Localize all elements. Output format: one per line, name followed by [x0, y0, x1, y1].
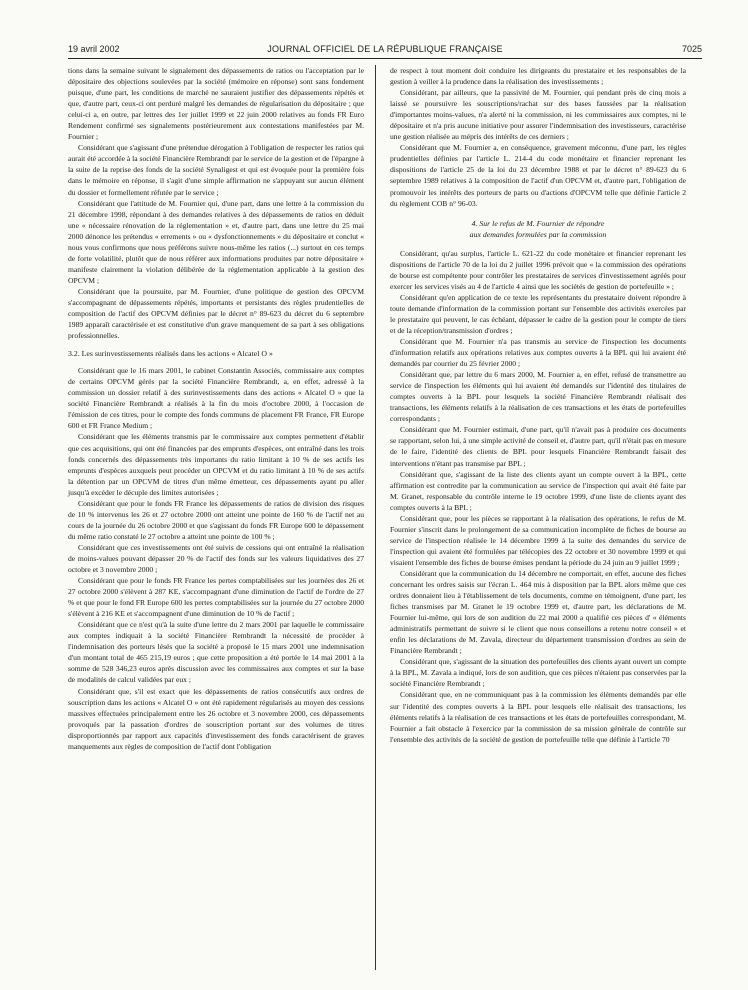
paragraph: Considérant que le 16 mars 2001, le cabinet Constantin Associés, commissaire aux comptes de certains OPCVM gérés par la société Financière Rembrandt, a, en effet, adressé à la commission un dossier relatif à des surinvestissements dans des actions « Alcatel O » que la société Financière Rembrandt a réalisés à la fin du mois d'octobre 2000, à l'occasion de l'émission de ces titres, pour le compte des fonds communs de placement FR France, FR Europe 600 et FR France Medium ; — [68, 366, 364, 431]
paragraph: Considérant que pour le fonds FR France les pertes comptabilisées sur les journées des 26 et 27 octobre 2000 s'élèvent à 287 KE, s'accompagnant d'une diminution de l'actif de l'ordre de 27 % et que pour le fond FR Europe 600 les pertes comptabilisées sur la journée du 27 octobre 2000 s'élèvent à 216 KE et s'accompagnent d'une diminution de 10 % de l'actif ; — [68, 576, 364, 619]
paragraph: Considérant que, s'agissant de la liste des clients ayant un compte ouvert à la BPL, cette affirmation est contredite par la communication au service de l'inspection qui avait été faite par M. Granet, responsable du contrôle interne le 19 octobre 1999, d'une liste de clients ayant des comptes ouverts à la BPL ; — [390, 469, 686, 512]
paragraph: tions dans la semaine suivant le signalement des dépassements de ratios ou l'acceptation par le dépositaire des objections soulevées par la société (mémoire en réponse) sont sans fondement puisque, d'une part, les conditions de marché ne sauraient justifier des dépassements répétés et que, d'autre part, ceux-ci ont perduré malgré les demandes de régularisation du dépositaire ; que celui-ci a, en outre, par lettres des 1er juillet 1999 et 22 juin 2000 relatives au fonds FR Euro Rendement confirmé ses signalements postérieurement aux contestations manifestées par M. Fournier ; — [68, 66, 364, 142]
section-heading — [390, 218, 686, 240]
section-heading-line: 4. Sur le refus de M. Fournier de répondre — [471, 218, 605, 228]
header-title: JOURNAL OFFICIEL DE LA RÉPUBLIQUE FRANÇAISE — [267, 44, 503, 54]
paragraph: de respect à tout moment doit conduire les dirigeants du prestataire et les responsables de la gestion à veiller à la prudence dans la réalisation des investissements ; — [390, 66, 686, 87]
section-heading-line: aux demandes formulées par la commission — [469, 229, 607, 239]
paragraph: Considérant que la poursuite, par M. Fournier, d'une politique de gestion des OPCVM s'accompagnant de dépassements répétés, importants et persistants des règles prudentielles de composition de l'actif des OPCVM définies par le décret n° 89-623 du décret du 6 septembre 1989 apparaît caractérisée et est constitutive d'un grave manquement de sa part à ses obligations professionnelles. — [68, 286, 364, 341]
paragraph: Considérant que, s'il est exact que les dépassements de ratios consécutifs aux ordres de souscription dans les actions « Alcatel O » ont été rapidement régularisés au moyen des cessions massives effectuées principalement entre les 26 octobre et 3 novembre 2000, ces dépassements provoqués par la passation d'ordres de souscription portant sur des volumes de titres disproportionnés par rapport aux capacités d'investissement des fonds caractérisent de graves manquements aux règles de composition de l'actif dont l'obligation — [68, 686, 364, 751]
paragraph: Considérant que M. Fournier n'a pas transmis au service de l'inspection les documents d'information relatifs aux opérations relatives aux comptes ouverts à la BPL qui lui avaient été demandés par courrier du 25 février 2000 ; — [390, 336, 686, 369]
paragraph: Considérant, qu'au surplus, l'article L. 621-22 du code monétaire et financier reprenant les dispositions de l'article 70 de la loi du 2 juillet 1996 prévoit que « la commission des opérations de bourse est compétente pour contrôler les prestataires de services d'investissement agréés pour exercer les services visés au 4 de l'article 4 ainsi que les sociétés de gestion de portefeuille » ; — [390, 248, 686, 291]
column-divider — [375, 65, 376, 970]
page-header — [68, 42, 702, 56]
paragraph: Considérant que, en ne communiquant pas à la commission les éléments demandés par elle sur l'identité des comptes ouverts à la BPL pour lesquels elle réalisait des transactions, les éléments relatifs à la réalisation de ces transactions et les états de portefeuilles correspondant, M. Fournier a fait obstacle à l'exercice par la commission de sa mission générale de contrôle sur l'ensemble des activités de la société de gestion de portefeuille telle que définie à l'article 70 — [390, 690, 686, 744]
left-column — [68, 65, 364, 752]
paragraph: Considérant que l'attitude de M. Fournier qui, d'une part, dans une lettre à la commission du 21 décembre 1998, répondant à des demandes relatives à des dépassements de ratios en déduit une « nécessaire rénovation de la réglementation » et, d'autre part, dans une lettre du 25 mai 2000 dénonce les prétendus « errements » ou « dysfonctionnements » du dépositaire et conclut « nous vous confirmons que nous préférons suivre nous-même les ratios (...) surtout en ces temps de forte volatilité, plutôt que de nous référer aux informations produites par notre dépositaire » manifeste clairement la violation délibérée de la réglementation applicable à la gestion des OPCVM ; — [68, 198, 364, 285]
paragraph: Considérant que, pour les pièces se rapportant à la réalisation des opérations, le refus de M. Fournier s'inscrit dans le prolongement de sa communication incomplète de fiches de bourse au service de l'inspection réalisée le 14 décembre 1999 à la suite des demandes du service de l'inspection qui avaient été formulées par télécopies des 22 octobre et 30 novembre 1999 et qui visaient l'ensemble des fiches de bourse émises pendant la période du 24 juin au 9 juillet 1999 ; — [390, 513, 686, 567]
header-page-number: 7025 — [681, 44, 702, 54]
paragraph: Considérant que, s'agissant de la situation des portefeuilles des clients ayant ouvert un compte à la BPL, M. Zavala a indiqué, lors de son audition, que ces pièces n'étaient pas conservées par la société Financière Rembrandt ; — [390, 657, 686, 689]
paragraph: Considérant que M. Fournier estimait, d'une part, qu'il n'avait pas à produire ces documents se rapportant, selon lui, à une simple activité de conseil et, d'autre part, qu'il n'était pas en mesure de le faire, l'identité des clients de BPL pour lesquels Financière Rembrandt faisait des interventions n'étant pas transmise par BPL ; — [390, 425, 686, 468]
paragraph: Considérant que pour le fonds FR France les dépassements de ratios de division des risques de 10 % intervenus les 26 et 27 octobre 2000 ont atteint une pointe de 160 % de l'actif net au cours de la journée du 26 octobre 2000 et que s'agissant du fonds FR Europe 600 le dépassement du même ratio constaté le 27 octobre a atteint une pointe de 100 % ; — [68, 498, 364, 541]
paragraph: Considérant qu'en application de ce texte les représentants du prestataire doivent répondre à toute demande d'information de la commission portant sur l'ensemble des activités exercées par le prestataire qui peuvent, le cas échéant, dépasser le cadre de la gestion pour le compte de tiers et de la réception/transmission d'ordres ; — [390, 292, 686, 335]
paragraph: Considérant que ce n'est qu'à la suite d'une lettre du 2 mars 2001 par laquelle le commissaire aux comptes indiquait à la société Financière Rembrandt la nécessité de procéder à l'indemnisation des porteurs lésés que la société a proposé le 15 mars 2001 une indemnisation d'un montant total de 465 215,19 euros ; que cette proposition a été portée le 14 mai 2001 à la somme de 528 346,23 euros après discussion avec les commissaires aux comptes et sur la base de modalités de calcul validées par eux ; — [68, 620, 364, 685]
paragraph: Considérant que ces investissements ont été suivis de cessions qui ont entraîné la réalisation de moins-values pouvant dépasser 20 % de l'actif des fonds sur les valeurs liquidatives des 27 octobre et 3 novembre 2000 ; — [68, 542, 364, 575]
paragraph: Considérant que, par lettre du 6 mars 2000, M. Fournier a, en effet, refusé de transmettre au service de l'inspection les éléments qui lui avaient été demandés sur l'identité des titulaires de comptes ouverts à la BPL pour lesquels la société Financière Rembrandt réalisait des transactions, les éléments relatifs à la réalisation de ces transactions et les états de portefeuilles correspondants ; — [390, 370, 686, 424]
section-heading: 3.2. Les surinvestissements réalisés dans les actions « Alcatel O » — [68, 349, 273, 359]
paragraph: Considérant que M. Fournier a, en conséquence, gravement méconnu, d'une part, les règles prudentielles définies par l'article L. 214-4 du code monétaire et financier reprenant les dispositions de l'article 25 de la loi du 23 décembre 1988 et par le décret n° 89-623 du 6 septembre 1989 relatives à la composition de l'actif d'un OPCVM et, d'autre part, l'obligation de promouvoir les intérêts des porteurs de parts ou d'actions d'OPCVM telle que définie l'article 2 du règlement COB n° 96-03. — [390, 143, 686, 208]
paragraph: Considérant que les éléments transmis par le commissaire aux comptes permettent d'établir que ces acquisitions, qui ont été financées par des emprunts d'espèces, ont entraîné dans les trois fonds concernés des dépassements très importants du ratio limitant à 10 % de ses actifs les emprunts d'espèces auxquels peut procéder un OPCVM et du ratio limitant à 10 % de ses actifs la détention par un OPCVM de titres d'un même émetteur, ces dépassements ayant pu aller jusqu'à excéder le décuple des limites autorisées ; — [68, 432, 364, 497]
paragraph: Considérant que la communication du 14 décembre ne comportait, en effet, aucune des fiches concernant les ordres saisis sur l'écran L. 464 mis à disposition par la BPL alors même que ces ordres donnaient lieu à l'établissement de tels documents, comme en témoignent, d'une part, les fiches transmises par M. Granet le 19 octobre 1999 et, d'autre part, les déclarations de M. Fournier lui-même, qui lors de son audition du 22 mai 2000 a qualifié ces pièces d' « éléments administratifs permettant de suivre si le client que nous conseillons a retenu notre conseil » et enfin les déclarations de M. Zavala, directeur du département transmission d'ordres au sein de Financière Rembrandt ; — [390, 568, 686, 656]
paragraph: Considérant que s'agissant d'une prétendue dérogation à l'obligation de respecter les ratios qui aurait été accordée à la société Financière Rembrandt par le service de la gestion et de l'épargne à la suite de la reprise des fonds de la société Synaligest et qui est évoquée pour la première fois dans le mémoire en réponse, il s'agit d'une simple affirmation ne s'appuyant sur aucun élément du dossier et formellement réfutée par le service ; — [68, 143, 364, 197]
right-column — [390, 65, 686, 745]
header-rule — [68, 58, 702, 59]
header-date: 19 avril 2002 — [68, 44, 120, 54]
paragraph: Considérant, par ailleurs, que la passivité de M. Fournier, qui pendant près de cinq mois a laissé se poursuivre les souscriptions/rachat sur des bases faussées par la réalisation d'importantes moins-values, n'a alerté ni la commission, ni les commissaires aux comptes, ni le dépositaire et n'a pris aucune initiative pour assurer l'indemnisation des investisseurs, caractérise une gestion réalisée au mépris des intérêts de ces derniers ; — [390, 88, 686, 142]
